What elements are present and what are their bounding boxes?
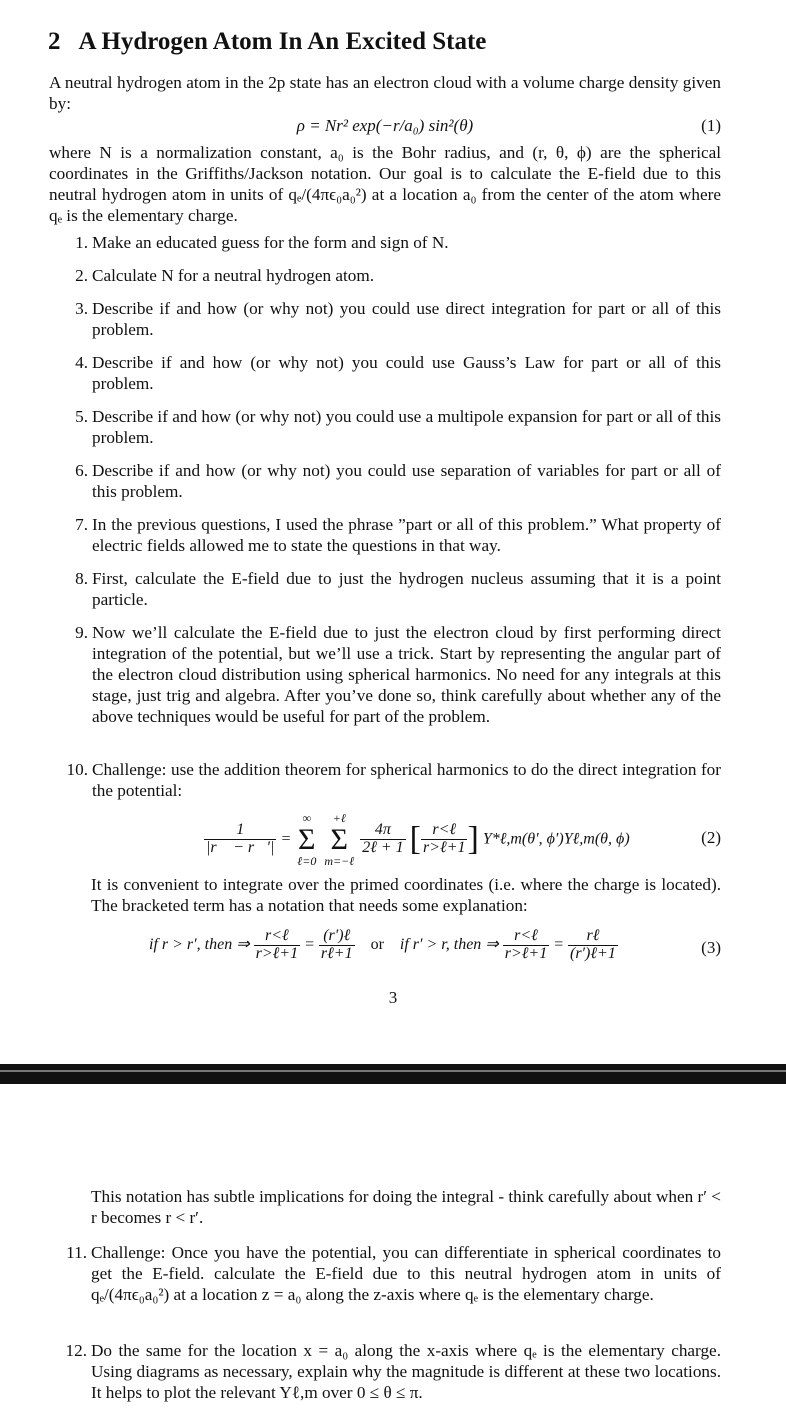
- question-text: Now we’ll calculate the E-field due to just the electron cloud by first performing direct integration of the potential, but we’ll use a trick. Start by representing the angular part of the electron cloud distribution using spherical harmonics. No need for any integrals at this stage, just trig and algebra. After you’ve done so, think carefully about whether any of the above techniques would be useful for part of the problem.: [92, 623, 721, 726]
- question-4: [66, 352, 721, 394]
- equation-1-tag: (1): [701, 116, 721, 135]
- left-bracket: [: [409, 820, 421, 858]
- bracket-fraction: [421, 822, 467, 857]
- sigma-symbol: Σ: [298, 822, 316, 856]
- sum-over-m: [322, 812, 356, 867]
- case-1-rhs: [319, 928, 355, 963]
- case-1-condition: if r > r′, then ⇒: [149, 935, 250, 953]
- coefficient-numerator: 4π: [360, 822, 405, 840]
- page-break-divider: [0, 1064, 786, 1084]
- bracket-numerator: r<ℓ: [421, 822, 467, 840]
- equation-3: [49, 928, 721, 972]
- sigma-symbol: Σ: [330, 822, 348, 856]
- intro-description: where N is a normalization constant, a₀ is the Bohr radius, and (r, θ, ϕ) are the spherical coordinates in the Griffiths/Jackson notation. Our goal is to calculate the E-field due to this neutral hydrogen atom in units of qₑ/(4πϵ₀a₀²) at a location a₀ from the center of the atom where qₑ is the elementary charge.: [49, 143, 721, 225]
- question-text: Calculate N for a neutral hydrogen atom.: [92, 266, 375, 285]
- case-2-lhs-numerator: r<ℓ: [503, 928, 549, 946]
- spherical-harmonics-product: Y*ℓ,m(θ′, ϕ′)Yℓ,m(θ, ϕ): [482, 830, 630, 848]
- lhs-fraction: [204, 822, 276, 857]
- case-1-rhs-numerator: (r′)ℓ: [319, 928, 355, 946]
- question-number: 8.: [75, 569, 88, 588]
- page-4: [0, 1084, 786, 1408]
- question-9: [66, 622, 721, 727]
- case-1-lhs: [254, 928, 300, 963]
- intro-paragraph: A neutral hydrogen atom in the 2p state has an electron cloud with a volume charge density given by:: [49, 73, 721, 113]
- question-number: 6.: [75, 461, 88, 480]
- case-1-lhs-numerator: r<ℓ: [254, 928, 300, 946]
- case-1-lhs-denominator: r>ℓ+1: [255, 944, 299, 962]
- question-12: [49, 1340, 721, 1403]
- case-2-condition: if r′ > r, then ⇒: [399, 935, 499, 953]
- question-number: 11.: [66, 1243, 87, 1262]
- question-text: First, calculate the E-field due to just the hydrogen nucleus assuming that it is a point particle.: [92, 569, 721, 609]
- case-2-lhs-denominator: r>ℓ+1: [504, 944, 548, 962]
- section-heading: [48, 28, 486, 56]
- lhs-numerator: 1: [204, 822, 276, 840]
- question-1: [66, 232, 721, 253]
- section-title: A Hydrogen Atom In An Excited State: [78, 28, 487, 55]
- case-2-rhs-denominator: (r′)ℓ+1: [570, 944, 616, 962]
- equation-2-tag: (2): [701, 828, 721, 847]
- question-11: [49, 1242, 721, 1305]
- case-1-rhs-denominator: rℓ+1: [320, 944, 353, 962]
- question-text: In the previous questions, I used the phrase ”part or all of this problem.” What property of electric fields allowed me to state the questions in that way.: [92, 515, 721, 555]
- question-text: Describe if and how (or why not) you could use separation of variables for part or all of this problem.: [92, 461, 721, 501]
- section-number: 2: [48, 28, 61, 55]
- sum-m-lower: m=−ℓ: [324, 853, 355, 868]
- case-2-rhs-numerator: rℓ: [568, 928, 618, 946]
- question-text: Challenge: Once you have the potential, you can differentiate in spherical coordinates to get the E-field. calculate the E-field due to this neutral hydrogen atom in units of qₑ/(4πϵ₀a₀²) at a location z = a₀ along the z-axis where qₑ is the elementary charge.: [91, 1243, 721, 1304]
- question-text: Do the same for the location x = a₀ along the x-axis where qₑ is the elementary charge. Using diagrams as necessary, explain why the magnitude is different at these two locations. It helps to plot the relevant Yℓ,m over 0 ≤ θ ≤ π.: [91, 1341, 721, 1402]
- question-text: Challenge: use the addition theorem for spherical harmonics to do the direct integration for the potential:: [92, 760, 721, 800]
- lhs-denominator: |r⃗ − r⃗′|: [206, 839, 275, 857]
- notation-explanation: It is convenient to integrate over the primed coordinates (i.e. where the charge is located). The bracketed term has a notation that needs some explanation:: [91, 875, 721, 915]
- sum-l-upper: ∞: [302, 811, 312, 825]
- question-text: Make an educated guess for the form and sign of N.: [92, 233, 449, 252]
- equation-2: [49, 812, 721, 868]
- sum-over-l: [295, 812, 318, 867]
- sum-m-upper: +ℓ: [332, 811, 346, 825]
- bracket-notation-cases: if r > r′, then ⇒ r<ℓ r>ℓ+1 = (r′)ℓ rℓ+1 or if r′ > r, then ⇒ r<ℓ r>ℓ+1 = rℓ (r′)ℓ+1: [149, 927, 616, 962]
- question-text: Describe if and how (or why not) you could use Gauss’s Law for part or all of this problem.: [92, 353, 721, 393]
- bracket-denominator: r>ℓ+1: [423, 839, 466, 857]
- coefficient-denominator: 2ℓ + 1: [362, 839, 404, 857]
- right-bracket: ]: [467, 820, 479, 858]
- question-number: 10.: [66, 760, 88, 779]
- page-number: 3: [388, 988, 398, 1007]
- question-number: 2.: [75, 266, 88, 285]
- question-3: [66, 298, 721, 340]
- question-10: [66, 759, 721, 801]
- question-text: Describe if and how (or why not) you could use direct integration for part or all of this problem.: [92, 299, 721, 339]
- question-text: Describe if and how (or why not) you could use a multipole expansion for part or all of this problem.: [92, 407, 721, 447]
- equation-1: [49, 116, 721, 140]
- case-2-lhs: [503, 928, 549, 963]
- coefficient-fraction: [360, 822, 405, 857]
- addition-theorem-equation: $\frac{1}{|r⃗ - r⃗'|}$ = ∞ Σ ℓ=0 +ℓ Σ m=−ℓ 4π 2ℓ + 1 [ r<ℓ r>ℓ+1 ] Y*ℓ,m(θ′, ϕ′)Yℓ,m(θ, ϕ): [206, 811, 630, 868]
- question-number: 9.: [75, 623, 88, 642]
- notation-continuation: This notation has subtle implications for doing the integral - think carefully about when r′ < r becomes r < r′.: [91, 1187, 721, 1227]
- equation-3-tag: (3): [701, 938, 721, 957]
- question-8: [66, 568, 721, 610]
- question-number: 12.: [65, 1341, 87, 1360]
- question-number: 3.: [75, 299, 88, 318]
- sum-l-lower: ℓ=0: [297, 853, 317, 868]
- question-5: [66, 406, 721, 448]
- question-2: [66, 265, 721, 286]
- question-number: 1.: [75, 233, 88, 252]
- question-number: 5.: [75, 407, 88, 426]
- case-2-rhs: [568, 928, 618, 963]
- or-word: or: [370, 935, 384, 953]
- charge-density-equation: ρ = Nr² exp(−r/a₀) sin²(θ): [296, 116, 474, 135]
- question-number: 7.: [75, 515, 88, 534]
- question-number: 4.: [75, 353, 88, 372]
- question-6: [66, 460, 721, 502]
- question-7: [66, 514, 721, 556]
